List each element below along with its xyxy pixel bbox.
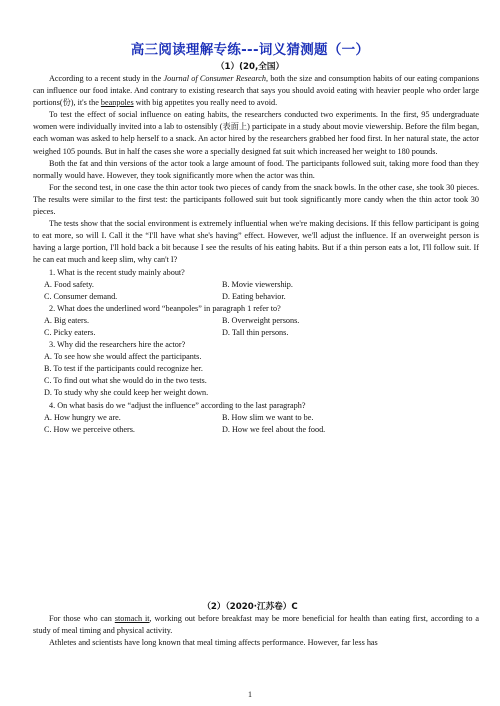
option-c: C. How we perceive others. (44, 424, 135, 434)
option-a: A. Food safety. (44, 279, 94, 289)
question-stem: 4. On what basis do we “adjust the influence” according to the last paragraph? (49, 400, 306, 410)
paragraph-1: For those who can stomach it, working out before breakfast may be more beneficial for health than eating first, according to a study of meal timing and physical activity. (33, 614, 479, 636)
paragraph-2: To test the effect of social influence on eating habits, the researchers conducted two experiments. In the first, 95 undergraduate women were individually invited into a lab to ostensibly (表面上) participate in a study about movie viewership. Before the film began, each woman was asked to help herself to a snack. An actor hired by the researchers grabbed her food first. In her natural state, the actor weighed 105 pounds. But in half the cases she wore a specially designed fat suit which increased her weight to 180 pounds. (33, 110, 479, 156)
option-b: B. Overweight persons. (222, 315, 300, 325)
question-stem: 3. Why did the researchers hire the actor? (49, 340, 186, 350)
question-stem: 1. What is the recent study mainly about? (49, 267, 185, 277)
option-d: D. How we feel about the food. (222, 424, 326, 434)
option-c: C. To find out what she would do in the two tests. (44, 376, 207, 386)
section-2-passage (33, 613, 479, 649)
underlined-word-beanpoles: beanpoles (100, 98, 134, 108)
paragraph-3: Both the fat and thin versions of the actor took a large amount of food. The participants followed suit, taking more food than they normally would have. However, they took significantly more when the actor was thin. (33, 158, 479, 180)
option-a: A. Big eaters. (44, 315, 90, 325)
page-number: 1 (248, 690, 252, 699)
option-d: D. To study why she could keep her weight down. (44, 388, 209, 398)
option-d: D. Eating behavior. (222, 291, 286, 301)
paragraph-1: According to a recent study in the Journal of Consumer Research, both the size and consumption habits of our eating companions can influence our food intake. And contrary to existing research that says you should avoid eating with heavier people who order large portions(份), it's the beanpoles with big appetites you really need to avoid. (33, 74, 479, 108)
paragraph-4: For the second test, in one case the thin actor took two pieces of candy from the snack bowls. In the other case, she took 30 pieces. The results were similar to the first test: the participants followed suit but took significantly more candy when the thin actor took 30 pieces. (33, 182, 479, 217)
option-b: B. To test if the participants could recognize her. (44, 364, 203, 374)
question-2 (33, 303, 479, 339)
option-a: A. How hungry we are. (44, 412, 121, 422)
underlined-phrase-stomach-it: stomach it (114, 614, 150, 623)
page-title: 高三阅读理解专练---词义猜测题（一） (130, 42, 370, 58)
journal-name: Journal of Consumer Research (163, 74, 267, 83)
question-4 (33, 400, 479, 436)
question-1 (33, 267, 479, 303)
option-b: B. How slim we want to be. (222, 412, 314, 422)
question-3 (33, 339, 479, 399)
section-2-heading: （2）（2020·江苏卷）C (202, 602, 298, 612)
option-d: D. Tall thin persons. (222, 327, 289, 337)
option-c: C. Picky eaters. (44, 327, 96, 337)
option-a: A. To see how she would affect the participants. (44, 352, 202, 362)
paragraph-2: Athletes and scientists have long known that meal timing affects performance. However, far less has (49, 638, 378, 648)
option-c: C. Consumer demand. (44, 291, 118, 301)
paragraph-5: The tests show that the social environment is extremely influential when we're making decisions. If this fellow participant is going to eat more, so will I. Call it the “I'll have what she's having” effect. However, we'll adjust the influence. If an overweight person is having a large portion, I'll hold back a bit because I see the results of his eating habits. But if a thin person eats a lot, I'll follow suit. If he can eat much and keep slim, why can't I? (33, 219, 479, 265)
section-1-passage (33, 73, 479, 436)
option-b: B. Movie viewership. (222, 279, 293, 289)
question-stem: 2. What does the underlined word “beanpoles” in paragraph 1 refer to? (49, 303, 281, 313)
section-1-heading: （1）(20,全国） (215, 62, 285, 72)
